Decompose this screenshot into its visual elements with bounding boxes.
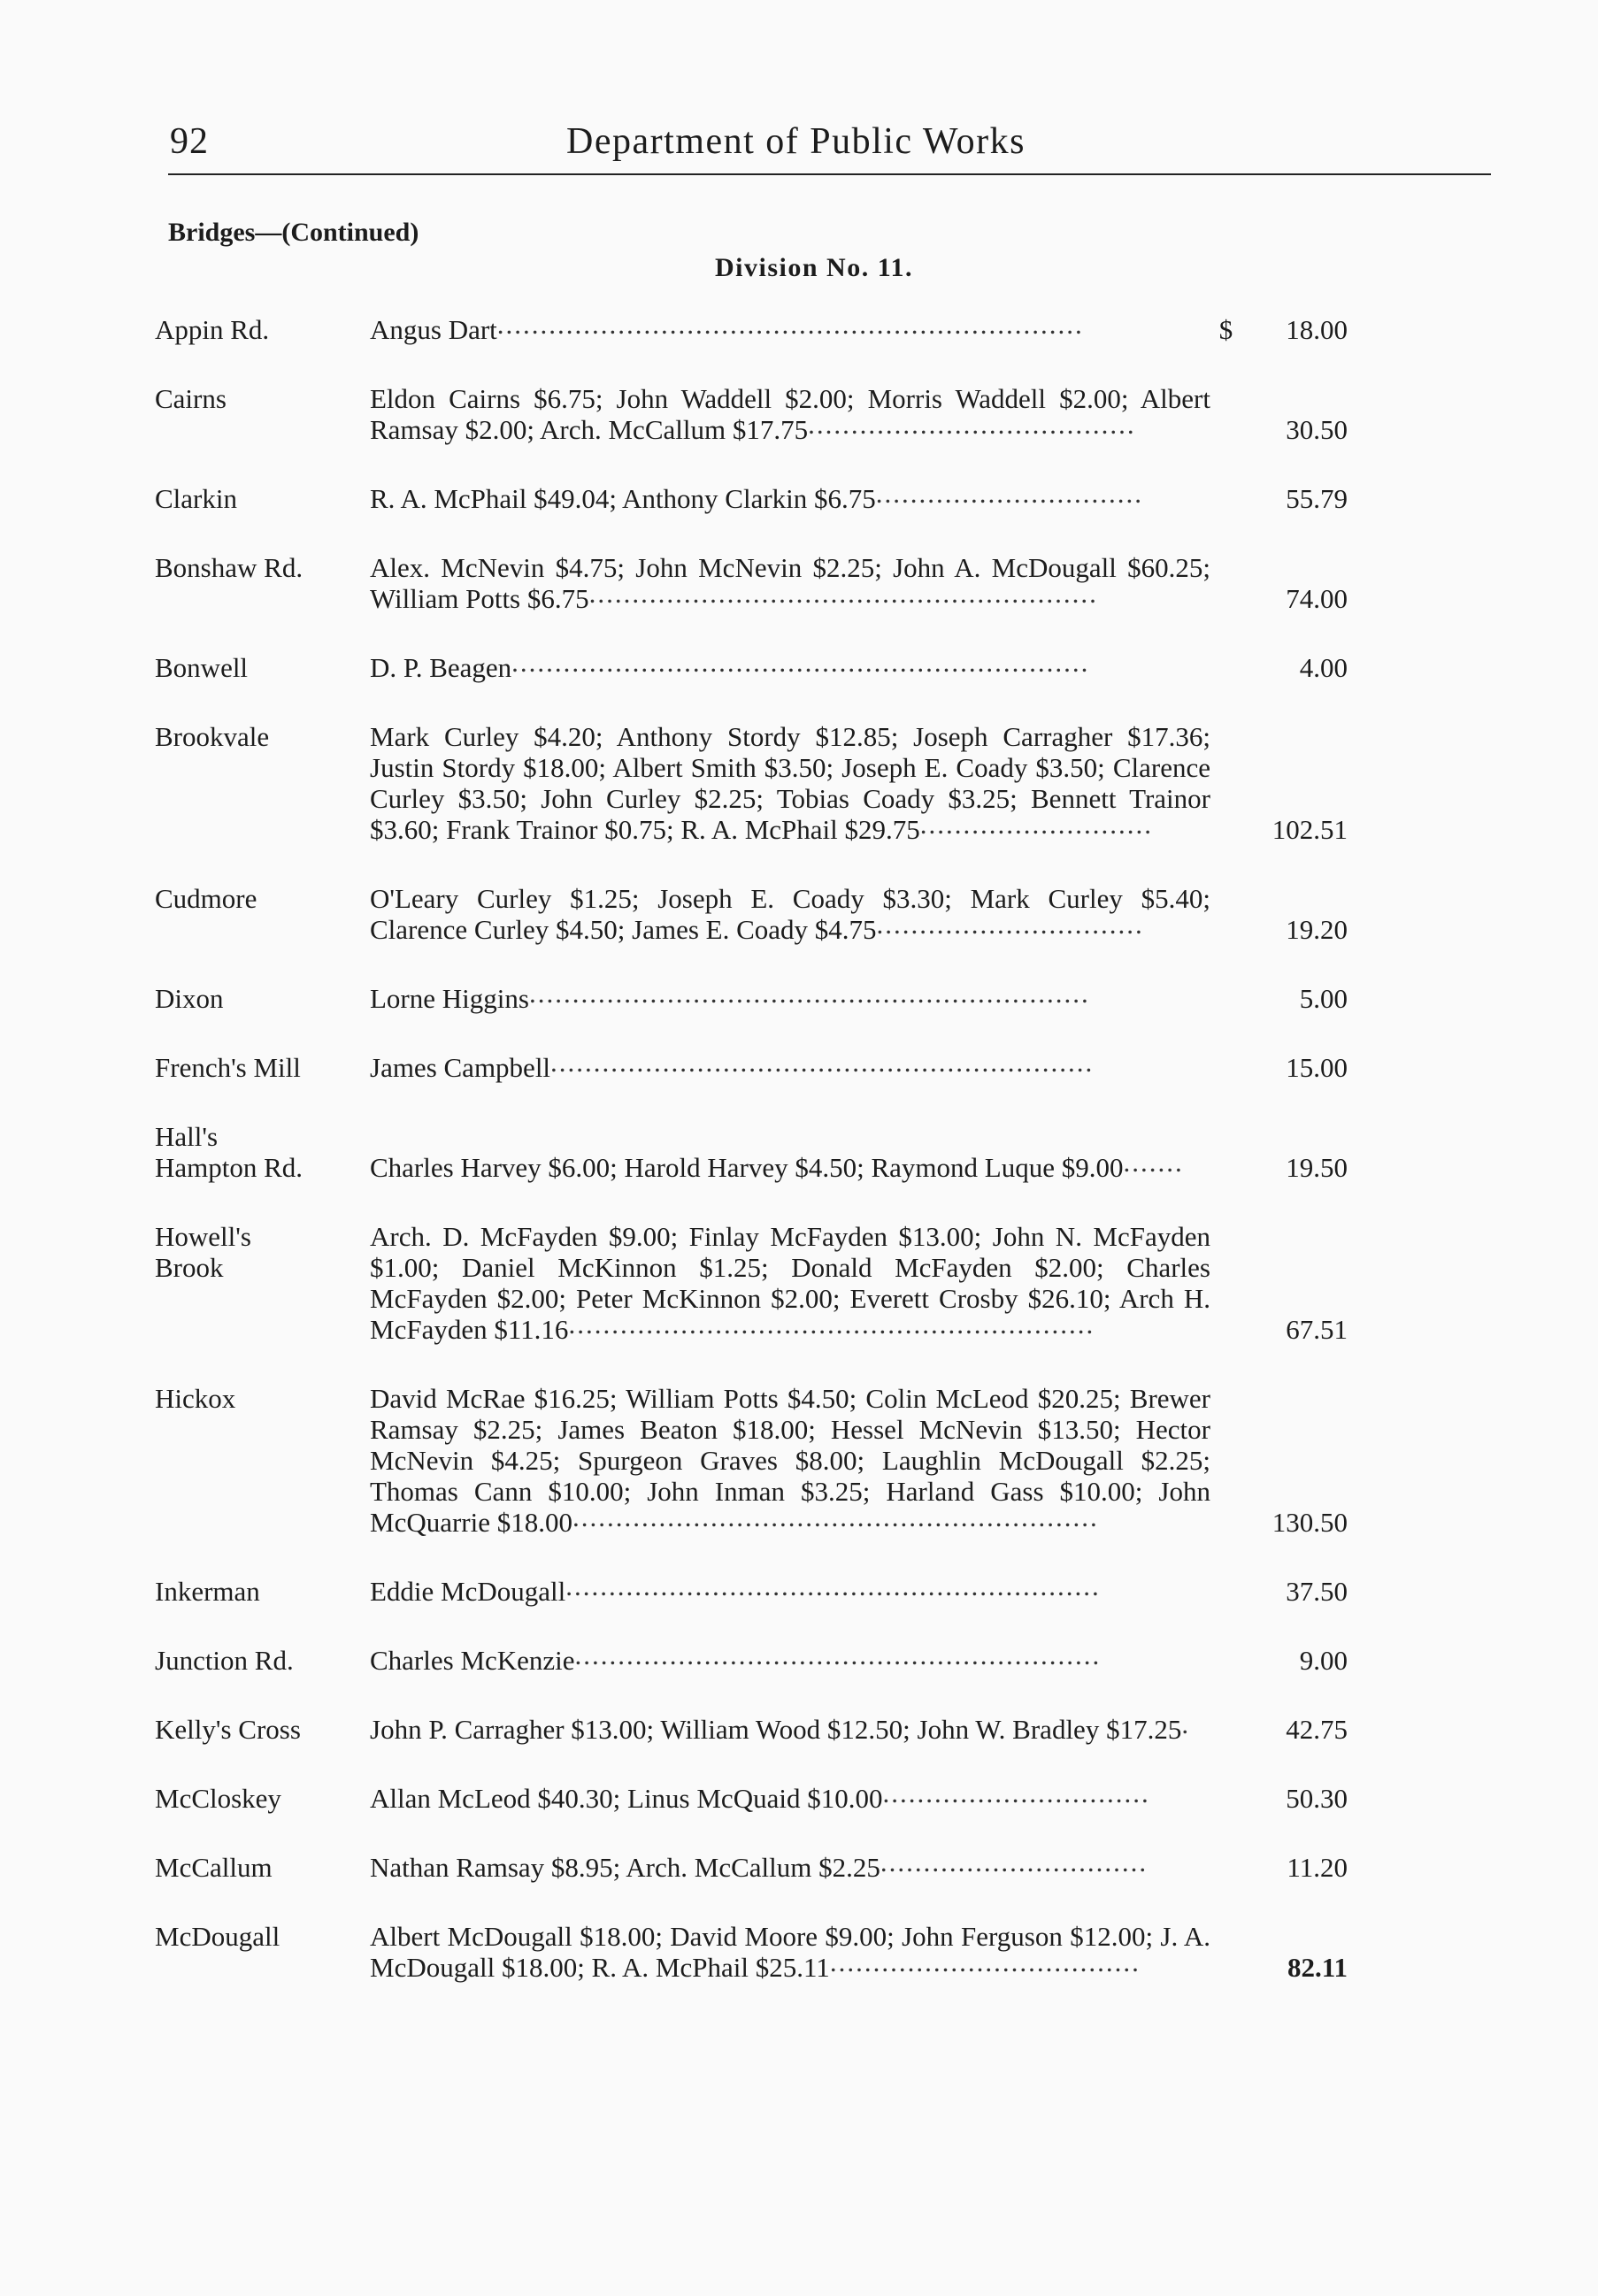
running-title: Department of Public Works: [566, 121, 1026, 162]
entry-payees-text: Mark Curley $4.20; Anthony Stordy $12.85; Joseph Carragher $17.36; Justin Stordy $18.00; Albert Smith $3.50; Joseph E. Coady $3.50; Clarence Curley $3.50; John Curley $2.25; Tobias Coady $3.25; Bennett Trainor $3.60; Frank Trainor $0.75; R. A. McPhail $29.75: [370, 721, 1210, 845]
entry-row: [155, 1383, 1349, 1538]
dot-leader: ....................................: [829, 1947, 1141, 1977]
entry-payees: [361, 721, 1210, 845]
entry-payees-text: Charles Harvey $6.00; Harold Harvey $4.50; Raymond Luque $9.00: [370, 1152, 1124, 1183]
entry-row: [155, 1847, 1349, 1883]
entry-row: [155, 1570, 1349, 1607]
entry-amount: 55.79: [1286, 483, 1348, 514]
dot-leader: ...................................................................: [511, 647, 1090, 678]
entry-amount: 18.00: [1286, 314, 1348, 345]
entry-row: [155, 883, 1349, 945]
entry-amount: 30.50: [1286, 414, 1348, 445]
entry-place: Howell's Brook: [155, 1221, 251, 1283]
entry-payees: [361, 1639, 1210, 1676]
entries-list: [155, 309, 1349, 2021]
dot-leader: ...............................: [875, 478, 1144, 509]
dot-leader: .............................................................: [568, 1309, 1095, 1340]
entry-payees: [361, 1921, 1210, 1983]
dot-leader: .............................................................: [574, 1639, 1102, 1670]
entry-place: Cudmore: [155, 883, 257, 914]
entry-amount: 67.51: [1286, 1314, 1348, 1345]
entry-amount: 130.50: [1271, 1507, 1348, 1538]
entry-payees: [361, 552, 1210, 614]
entry-payees: [361, 1383, 1210, 1538]
entry-payees-text: John P. Carragher $13.00; William Wood $12.50; John W. Bradley $17.25: [370, 1714, 1182, 1745]
entry-payees-text: Alex. McNevin $4.75; John McNevin $2.25; John A. McDougall $60.25; William Potts $6.75: [370, 552, 1210, 614]
entry-payees: [361, 647, 1210, 683]
entry-row: [155, 383, 1349, 445]
entry-payees-text: Charles McKenzie: [370, 1645, 575, 1676]
entry-place: Dixon: [155, 983, 224, 1014]
entry-payees-text: D. P. Beagen: [370, 652, 512, 683]
entry-row: [155, 721, 1349, 845]
entry-payees: [361, 1778, 1210, 1814]
entry-payees: [361, 1221, 1210, 1345]
entry-row: [155, 978, 1349, 1014]
entry-payees-text: Albert McDougall $18.00; David Moore $9.00; John Ferguson $12.00; J. A. McDougall $18.00; R. A. McPhail $25.11: [370, 1921, 1210, 1983]
entry-amount: 4.00: [1299, 652, 1348, 683]
entry-payees: [361, 978, 1210, 1014]
entry-amount: 42.75: [1286, 1714, 1348, 1745]
entry-amount: 19.50: [1286, 1152, 1348, 1183]
entry-row: [155, 647, 1349, 683]
dot-leader: ...............................: [876, 909, 1144, 940]
entry-place: Bonshaw Rd.: [155, 552, 303, 583]
entry-payees: [361, 1147, 1210, 1183]
entry-place: Hickox: [155, 1383, 236, 1414]
entry-row: [155, 1639, 1349, 1676]
division-heading: Division No. 11.: [715, 253, 914, 282]
page-number: 92: [170, 121, 209, 162]
dot-leader: ...............................................................: [550, 1047, 1095, 1078]
dot-leader: ...............................: [882, 1778, 1150, 1808]
entry-row: [155, 1709, 1349, 1745]
entry-place: Kelly's Cross: [155, 1714, 301, 1745]
entry-row: [155, 1778, 1349, 1814]
entry-place: Bonwell: [155, 652, 249, 683]
entry-place: McDougall: [155, 1921, 280, 1952]
dot-leader: ......................................: [808, 409, 1136, 440]
entry-row: [155, 478, 1349, 514]
entry-payees: [361, 883, 1210, 945]
entry-place: Clarkin: [155, 483, 237, 514]
section-heading: Bridges—(Continued): [168, 218, 419, 247]
entry-row: [155, 1221, 1349, 1345]
entry-payees: [361, 1847, 1210, 1883]
entry-payees: [361, 478, 1210, 514]
entry-place: Hall's Hampton Rd.: [155, 1121, 303, 1183]
dot-leader: ....................................................................: [496, 309, 1084, 340]
entry-amount: 37.50: [1286, 1576, 1348, 1607]
dot-leader: .................................................................: [528, 978, 1090, 1009]
entry-row: [155, 552, 1349, 614]
entry-payees: [361, 1047, 1210, 1083]
entry-payees-text: Lorne Higgins: [370, 983, 529, 1014]
entry-place: Junction Rd.: [155, 1645, 294, 1676]
entry-amount: 74.00: [1286, 583, 1348, 614]
entry-amount: 11.20: [1287, 1852, 1348, 1883]
entry-place: Brookvale: [155, 721, 270, 752]
entry-payees-text: Arch. D. McFayden $9.00; Finlay McFayden $13.00; John N. McFayden $1.00; Daniel McKinnon $1.25; Donald McFayden $2.00; Charles McFayden $2.00; Peter McKinnon $2.00; Everett Crosby $26.10; Arch H. McFayden $11.16: [370, 1221, 1210, 1345]
entry-place: Inkerman: [155, 1576, 260, 1607]
entry-place: Cairns: [155, 383, 227, 414]
dot-leader: ...........................................................: [588, 578, 1098, 609]
entry-payees-text: Allan McLeod $40.30; Linus McQuaid $10.00: [370, 1783, 883, 1814]
entry-row: [155, 309, 1349, 345]
entry-row: [155, 1921, 1349, 1983]
dot-leader: ..............................................................: [565, 1570, 1101, 1601]
dot-leader: ...........................: [919, 809, 1154, 840]
entry-payees: [361, 309, 1210, 345]
header-rule: [168, 173, 1491, 175]
entry-amount: 9.00: [1299, 1645, 1348, 1676]
entry-row: [155, 1047, 1349, 1083]
entry-payees: [361, 1709, 1210, 1745]
entry-payees-text: James Campbell: [370, 1052, 551, 1083]
entry-amount: 15.00: [1286, 1052, 1348, 1083]
entry-amount: 50.30: [1286, 1783, 1348, 1814]
entry-place: Appin Rd.: [155, 314, 270, 345]
entry-amount: 19.20: [1286, 914, 1348, 945]
entry-payees-text: O'Leary Curley $1.25; Joseph E. Coady $3.30; Mark Curley $5.40; Clarence Curley $4.50; James E. Coady $4.75: [370, 883, 1210, 945]
page-header: [168, 113, 1491, 166]
dot-leader: .: [1181, 1709, 1191, 1739]
entry-place: McCallum: [155, 1852, 273, 1883]
entry-payees-text: Angus Dart: [370, 314, 497, 345]
entry-amount: 102.51: [1271, 814, 1348, 845]
entry-payees: [361, 1570, 1210, 1607]
entry-payees-text: David McRae $16.25; William Potts $4.50; Colin McLeod $20.25; Brewer Ramsay $2.25; James Beaton $18.00; Hessel McNevin $13.50; Hector McNevin $4.25; Spurgeon Graves $8.00; Laughlin McDougall $2.25; Thomas Cann $10.00; John Inman $3.25; Harland Gass $10.00; John McQuarrie $18.00: [370, 1383, 1210, 1538]
entry-amount: 82.11: [1287, 1952, 1348, 1983]
entry-place: French's Mill: [155, 1052, 301, 1083]
entry-payees-text: R. A. McPhail $49.04; Anthony Clarkin $6.75: [370, 483, 876, 514]
currency-symbol: $: [1218, 314, 1233, 345]
entry-place: McCloskey: [155, 1783, 281, 1814]
entry-payees: [361, 383, 1210, 445]
dot-leader: .............................................................: [572, 1501, 1099, 1532]
entry-payees-text: Nathan Ramsay $8.95; Arch. McCallum $2.25: [370, 1852, 880, 1883]
dot-leader: .......: [1123, 1147, 1184, 1178]
entry-row: [155, 1121, 1349, 1183]
entry-payees-text: Eddie McDougall: [370, 1576, 566, 1607]
entry-payees-text: Eldon Cairns $6.75; John Waddell $2.00; Morris Waddell $2.00; Albert Ramsay $2.00; Arch. McCallum $17.75: [370, 383, 1210, 445]
dot-leader: ...............................: [880, 1847, 1149, 1877]
entry-amount: 5.00: [1299, 983, 1348, 1014]
